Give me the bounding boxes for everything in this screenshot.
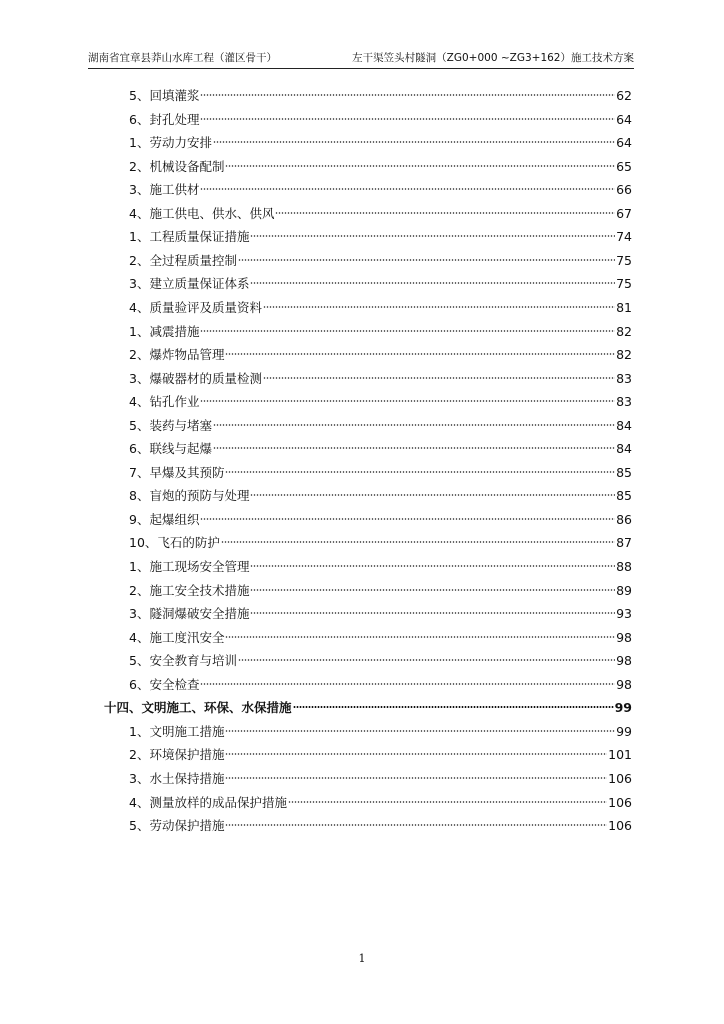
toc-entry[interactable] (129, 322, 632, 342)
toc-entry[interactable] (129, 486, 632, 506)
dot-leader (225, 635, 615, 639)
toc-entry-number: 5、 (129, 88, 150, 103)
dot-leader (288, 800, 607, 804)
header-project-title: 湖南省宜章县莽山水库工程（灌区骨干） (88, 52, 277, 64)
toc-entry-title: 安全检查 (149, 676, 200, 692)
toc-entry-title: 安全教育与培训 (149, 653, 237, 669)
dot-leader (225, 729, 615, 733)
toc-entry-title: 建立质量保证体系 (149, 276, 250, 292)
toc-entry-number: 10、 (129, 535, 158, 551)
toc-entry[interactable] (129, 675, 632, 695)
dot-leader (250, 564, 615, 568)
toc-entry-number: 9、 (129, 511, 150, 527)
toc-entry-page: 64 (616, 135, 632, 151)
dot-leader (221, 540, 615, 544)
toc-entry-page: 75 (616, 252, 632, 268)
toc-entry[interactable] (129, 180, 632, 200)
toc-entry-number: 5、 (129, 653, 150, 669)
toc-entry-title: 盲炮的预防与处理 (149, 488, 250, 504)
toc-entry-number: 1、 (129, 229, 150, 245)
dot-leader (200, 399, 615, 403)
toc-entry-title: 联线与起爆 (149, 441, 212, 457)
toc-entry-page: 84 (616, 417, 632, 433)
dot-leader (275, 211, 615, 215)
dot-leader (200, 517, 615, 521)
toc-entry-title: 环境保护措施 (149, 747, 225, 763)
toc-entry[interactable] (129, 227, 632, 247)
toc-entry-number: 1、 (129, 135, 150, 151)
toc-entry-number: 4、 (129, 794, 150, 810)
toc-entry-title: 工程质量保证措施 (149, 229, 250, 245)
toc-entry-title: 施工现场安全管理 (149, 559, 250, 574)
toc-entry-page: 98 (616, 676, 632, 692)
toc-entry-number: 8、 (129, 488, 150, 504)
toc-entry-page: 83 (616, 370, 632, 386)
toc-entry[interactable] (129, 816, 632, 836)
toc-entry-number: 2、 (129, 347, 150, 363)
dot-leader (238, 258, 615, 262)
toc-entry-number: 3、 (129, 770, 150, 786)
toc-entry-number: 6、 (129, 676, 150, 692)
toc-entry-title: 全过程质量控制 (149, 252, 237, 268)
toc-entry-page: 67 (616, 205, 632, 221)
toc-entry-number: 4、 (129, 205, 150, 221)
toc-entry[interactable] (129, 133, 632, 153)
toc-entry[interactable] (129, 745, 632, 765)
toc-entry[interactable] (129, 251, 632, 271)
toc-entry[interactable] (104, 698, 632, 718)
dot-leader (213, 140, 615, 144)
toc-entry-number: 6、 (129, 111, 150, 127)
toc-entry[interactable] (129, 392, 632, 412)
toc-entry-page: 66 (616, 182, 632, 198)
dot-leader (225, 470, 615, 474)
toc-entry-page: 101 (608, 747, 632, 763)
dot-leader (200, 117, 615, 121)
toc-entry-number: 3、 (129, 370, 150, 386)
dot-leader (225, 352, 615, 356)
toc-entry-number: 3、 (129, 182, 150, 198)
toc-entry-page: 98 (616, 629, 632, 645)
toc-entry-title: 施工供材 (149, 182, 200, 198)
toc-entry-page: 89 (616, 582, 632, 598)
toc-entry-number: 2、 (129, 747, 150, 763)
toc-entry-number: 1、 (129, 559, 150, 574)
toc-entry-title: 施工供电、供水、供风 (149, 205, 275, 221)
dot-leader (225, 752, 607, 756)
toc-entry-page: 65 (616, 158, 632, 174)
toc-entry-page: 84 (616, 441, 632, 457)
toc-entry-page: 106 (608, 770, 632, 786)
dot-leader (263, 376, 615, 380)
dot-leader (250, 493, 615, 497)
toc-entry[interactable] (129, 533, 632, 553)
dot-leader (200, 682, 615, 686)
toc-entry-number: 4、 (129, 299, 150, 315)
toc-entry-title: 劳动保护措施 (149, 818, 225, 834)
toc-entry-number: 3、 (129, 276, 150, 292)
toc-entry-number: 2、 (129, 158, 150, 174)
toc-entry[interactable] (129, 604, 632, 624)
toc-entry-title: 机械设备配制 (149, 158, 225, 174)
dot-leader (238, 658, 615, 662)
dot-leader (250, 611, 615, 615)
toc-entry-title: 测量放样的成品保护措施 (149, 794, 287, 810)
dot-leader (225, 823, 607, 827)
toc-entry-number: 6、 (129, 441, 150, 457)
toc-entry-title: 隧洞爆破安全措施 (149, 606, 250, 622)
toc-entry-title: 装药与堵塞 (149, 417, 212, 433)
toc-entry-title: 爆破器材的质量检测 (149, 370, 262, 386)
toc-entry-page: 74 (616, 229, 632, 245)
toc-entry-number: 4、 (129, 394, 150, 410)
dot-leader (250, 234, 615, 238)
toc-entry[interactable] (129, 463, 632, 483)
toc-entry-page: 86 (616, 511, 632, 527)
toc-entry-page: 81 (616, 299, 632, 315)
toc-entry-title: 减震措施 (149, 323, 200, 339)
toc-entry-title: 文明施工措施 (149, 723, 225, 739)
toc-entry[interactable] (129, 345, 632, 365)
dot-leader (250, 281, 615, 285)
toc-entry[interactable] (129, 439, 632, 459)
toc-entry[interactable] (129, 722, 632, 742)
toc-entry-title: 劳动力安排 (149, 135, 212, 151)
toc-entry-page: 106 (608, 818, 632, 834)
toc-entry-title: 爆炸物品管理 (149, 347, 225, 363)
toc-entry[interactable] (129, 157, 632, 177)
toc-entry-number: 十四、 (104, 700, 142, 716)
toc-entry[interactable] (129, 557, 632, 577)
toc-entry-number: 1、 (129, 323, 150, 339)
toc-entry[interactable] (129, 416, 632, 436)
toc-entry[interactable] (129, 298, 632, 318)
dot-leader (263, 305, 615, 309)
toc-entry-page: 87 (616, 535, 632, 551)
toc-entry[interactable] (129, 769, 632, 789)
dot-leader (250, 588, 615, 592)
toc-entry-page: 88 (616, 559, 632, 574)
toc-entry-number: 5、 (129, 818, 150, 834)
toc-entry-page: 98 (616, 653, 632, 669)
page-number: 1 (358, 952, 366, 965)
toc-entry[interactable] (129, 628, 632, 648)
dot-leader (200, 187, 615, 191)
toc-entry[interactable] (129, 369, 632, 389)
dot-leader (200, 329, 615, 333)
toc-entry-page: 82 (616, 323, 632, 339)
toc-entry[interactable] (129, 581, 632, 601)
toc-entry-page: 82 (616, 347, 632, 363)
toc-entry-number: 2、 (129, 252, 150, 268)
toc-entry-number: 3、 (129, 606, 150, 622)
toc-entry-page: 62 (616, 88, 632, 103)
toc-entry-title: 起爆组织 (149, 511, 200, 527)
toc-entry[interactable] (129, 86, 632, 106)
dot-leader (293, 705, 614, 709)
dot-leader (213, 423, 615, 427)
dot-leader (213, 446, 615, 450)
toc-entry[interactable] (129, 110, 632, 130)
header-document-title: 左干渠笠头村隧洞（ZG0+000 ~ZG3+162）施工技术方案 (352, 52, 634, 64)
toc-entry-title: 施工度汛安全 (149, 629, 225, 645)
toc-entry-number: 1、 (129, 723, 150, 739)
toc-entry-page: 99 (616, 723, 632, 739)
toc-entry-title: 文明施工、环保、水保措施 (141, 700, 292, 716)
toc-entry[interactable] (129, 510, 632, 530)
dot-leader (225, 164, 615, 168)
toc-entry[interactable] (129, 793, 632, 813)
toc-entry-page: 85 (616, 464, 632, 480)
toc-entry[interactable] (129, 274, 632, 294)
toc-entry-title: 早爆及其预防 (149, 464, 225, 480)
toc-entry-page: 64 (616, 111, 632, 127)
toc-entry-title: 回填灌浆 (149, 88, 200, 103)
toc-entry-number: 7、 (129, 464, 150, 480)
toc-entry-page: 85 (616, 488, 632, 504)
page-header (88, 50, 634, 69)
toc-entry-title: 封孔处理 (149, 111, 200, 127)
toc-entry-number: 4、 (129, 629, 150, 645)
toc-entry-number: 2、 (129, 582, 150, 598)
toc-entry-title: 质量验评及质量资料 (149, 299, 262, 315)
toc-entry-title: 钻孔作业 (149, 394, 200, 410)
toc-entry-number: 5、 (129, 417, 150, 433)
dot-leader (225, 776, 607, 780)
toc-entry-title: 水土保持措施 (149, 770, 225, 786)
toc-entry-title: 施工安全技术措施 (149, 582, 250, 598)
toc-entry[interactable] (129, 651, 632, 671)
toc-entry-page: 93 (616, 606, 632, 622)
toc-entry-title: 飞石的防护 (157, 535, 220, 551)
toc-entry-page: 83 (616, 394, 632, 410)
toc-entry[interactable] (129, 204, 632, 224)
toc-entry-page: 75 (616, 276, 632, 292)
toc-entry-page: 99 (614, 700, 632, 716)
toc-entry-page: 106 (608, 794, 632, 810)
dot-leader (200, 93, 615, 97)
